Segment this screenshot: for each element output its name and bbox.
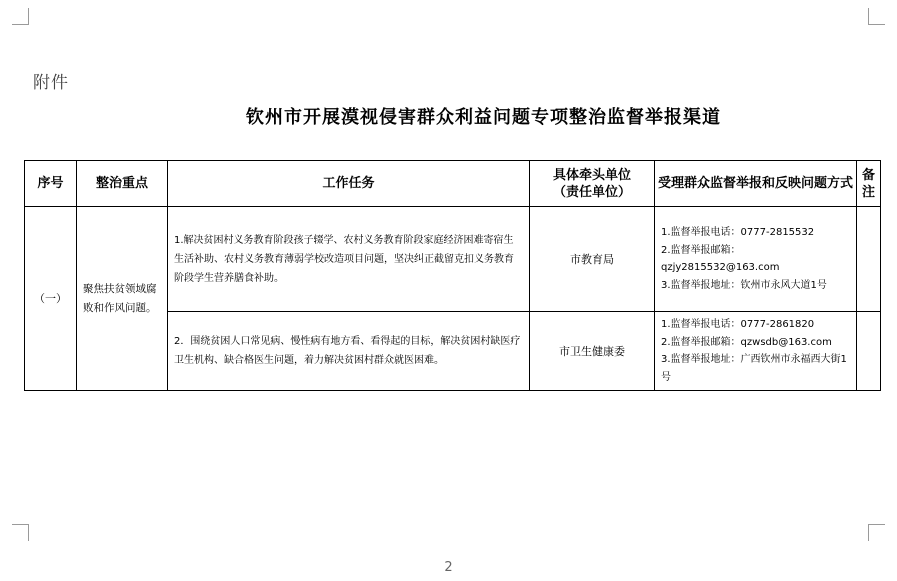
contact-cell	[655, 312, 857, 391]
header-task: 工作任务	[168, 161, 530, 207]
header-unit-line2: （责任单位）	[552, 184, 631, 200]
crop-mark-top-right	[868, 8, 885, 25]
crop-mark-top-left	[12, 8, 29, 25]
table-row	[25, 207, 881, 312]
contact-email-label: 2.监督举报邮箱：	[661, 244, 741, 256]
header-note: 备注	[857, 161, 881, 207]
channels-table	[24, 160, 881, 391]
crop-mark-bottom-left	[12, 524, 29, 541]
task-cell: 1.解决贫困村义务教育阶段孩子辍学、农村义务教育阶段家庭经济困难寄宿生生活补助、农村义务教育薄弱学校改造项目问题，坚决纠正截留克扣义务教育阶段学生营养膳食补助。	[168, 207, 530, 312]
contact-email: qzjy2815532@163.com	[661, 262, 780, 273]
attachment-label: 附件	[33, 73, 69, 93]
contact-address: 3.监督举报地址：广西钦州市永福西大街1号	[661, 354, 847, 383]
task-cell: 2．围绕贫困人口常见病、慢性病有地方看、看得起的目标，解决贫困村缺医疗卫生机构、缺合格医生问题，着力解决贫困村群众就医困难。	[168, 312, 530, 391]
crop-mark-bottom-right	[868, 524, 885, 541]
header-unit-line1: 具体牵头单位	[552, 167, 631, 183]
contact-phone: 1.监督举报电话：0777-2861820	[661, 319, 815, 330]
table-header-row	[25, 161, 881, 207]
contact-email-label: 2.监督举报邮箱：qzwsdb@163.com	[661, 336, 832, 348]
document-title: 钦州市开展漠视侵害群众利益问题专项整治监督举报渠道	[246, 107, 721, 128]
unit-cell: 市卫生健康委	[530, 312, 655, 391]
unit-cell: 市教育局	[530, 207, 655, 312]
header-channel: 受理群众监督举报和反映问题方式	[655, 161, 857, 207]
header-unit	[530, 161, 655, 207]
group-focus: 聚焦扶贫领域腐败和作风问题。	[77, 207, 168, 391]
group-seq: （一）	[25, 207, 77, 391]
note-cell	[857, 312, 881, 391]
contact-phone: 1.监督举报电话：0777-2815532	[661, 227, 815, 238]
note-cell	[857, 207, 881, 312]
contact-address: 3.监督举报地址：钦州市永风大道1号	[661, 279, 827, 291]
header-seq: 序号	[25, 161, 77, 207]
contact-cell	[655, 207, 857, 312]
page-number: 2	[444, 560, 453, 575]
header-focus: 整治重点	[77, 161, 168, 207]
